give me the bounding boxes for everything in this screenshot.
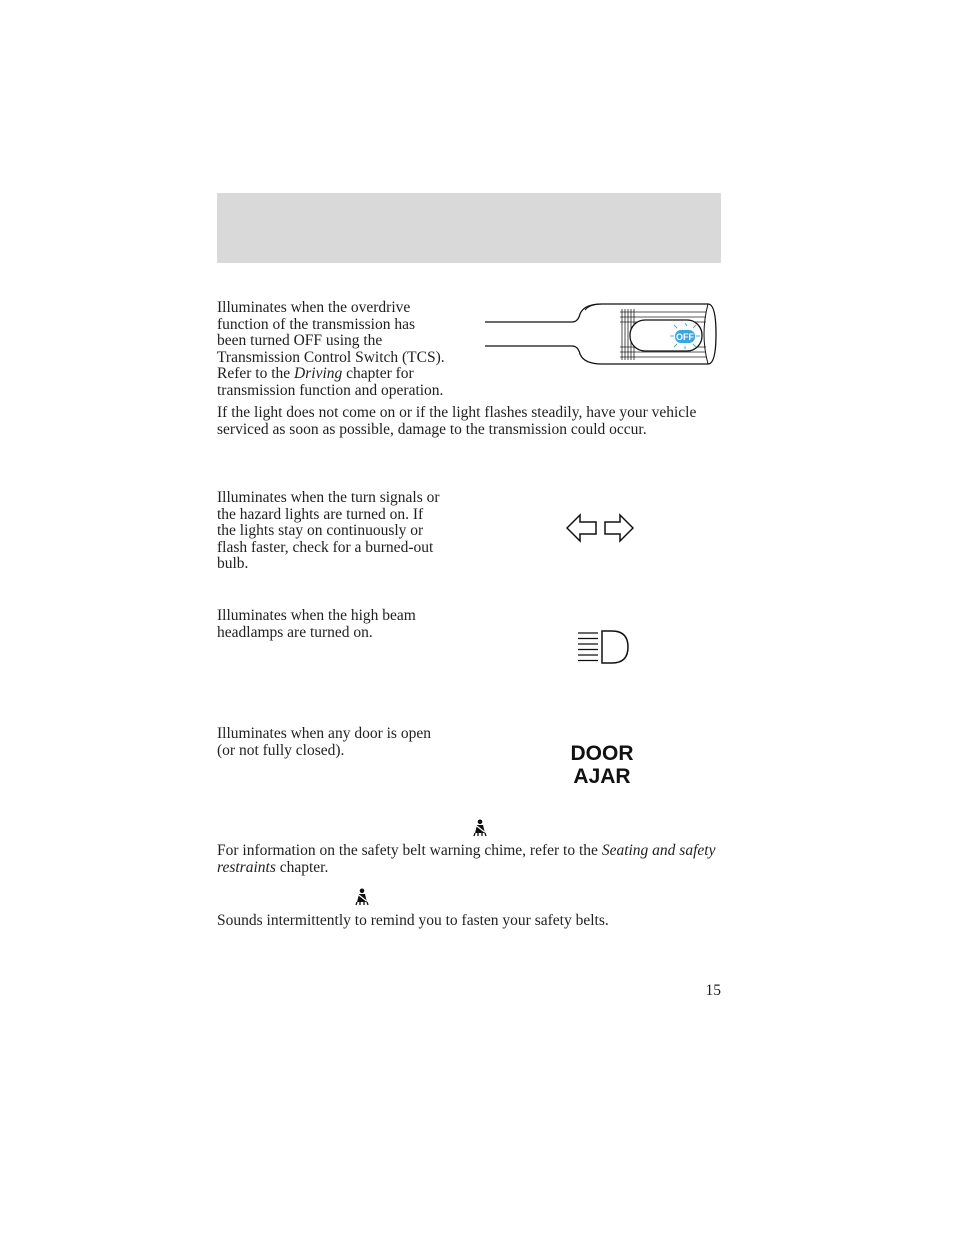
- door-ajar-description: Illuminates when any door is open (or not fully closed).: [217, 725, 431, 759]
- safety-belt-chime-description: Sounds intermittently to remind you to fasten your safety belts.: [217, 912, 609, 929]
- turn-signal-arrows-icon: [565, 513, 637, 545]
- safety-belt-icon: [472, 819, 488, 837]
- turn-signal-description: Illuminates when the turn signals or the hazard lights are turned on. If the lights stay on continuously or flash faster, check for a burned-out bulb.: [217, 489, 440, 572]
- off-indicator-label: OFF: [676, 332, 694, 342]
- overdrive-off-lever-icon: [484, 300, 718, 368]
- high-beam-headlamp-icon: [576, 629, 632, 665]
- page-number: 15: [705, 982, 721, 999]
- overdrive-note: If the light does not come on or if the light flashes steadily, have your vehicle serviced as soon as possible, damage to the transmission could occur.: [217, 404, 697, 438]
- safety-belt-chime-icon: [354, 888, 370, 906]
- overdrive-description: Illuminates when the overdrive function of the transmission has been turned OFF using the Transmission Control Switch (TCS). Refer to the Driving chapter for transmission function and operation.: [217, 299, 445, 399]
- safety-belt-description: For information on the safety belt warning chime, refer to the Seating and safety restraints chapter.: [217, 842, 716, 876]
- header-band: [217, 193, 721, 263]
- door-ajar-icon: DOOR AJAR: [570, 742, 634, 788]
- high-beam-description: Illuminates when the high beam headlamps are turned on.: [217, 607, 416, 641]
